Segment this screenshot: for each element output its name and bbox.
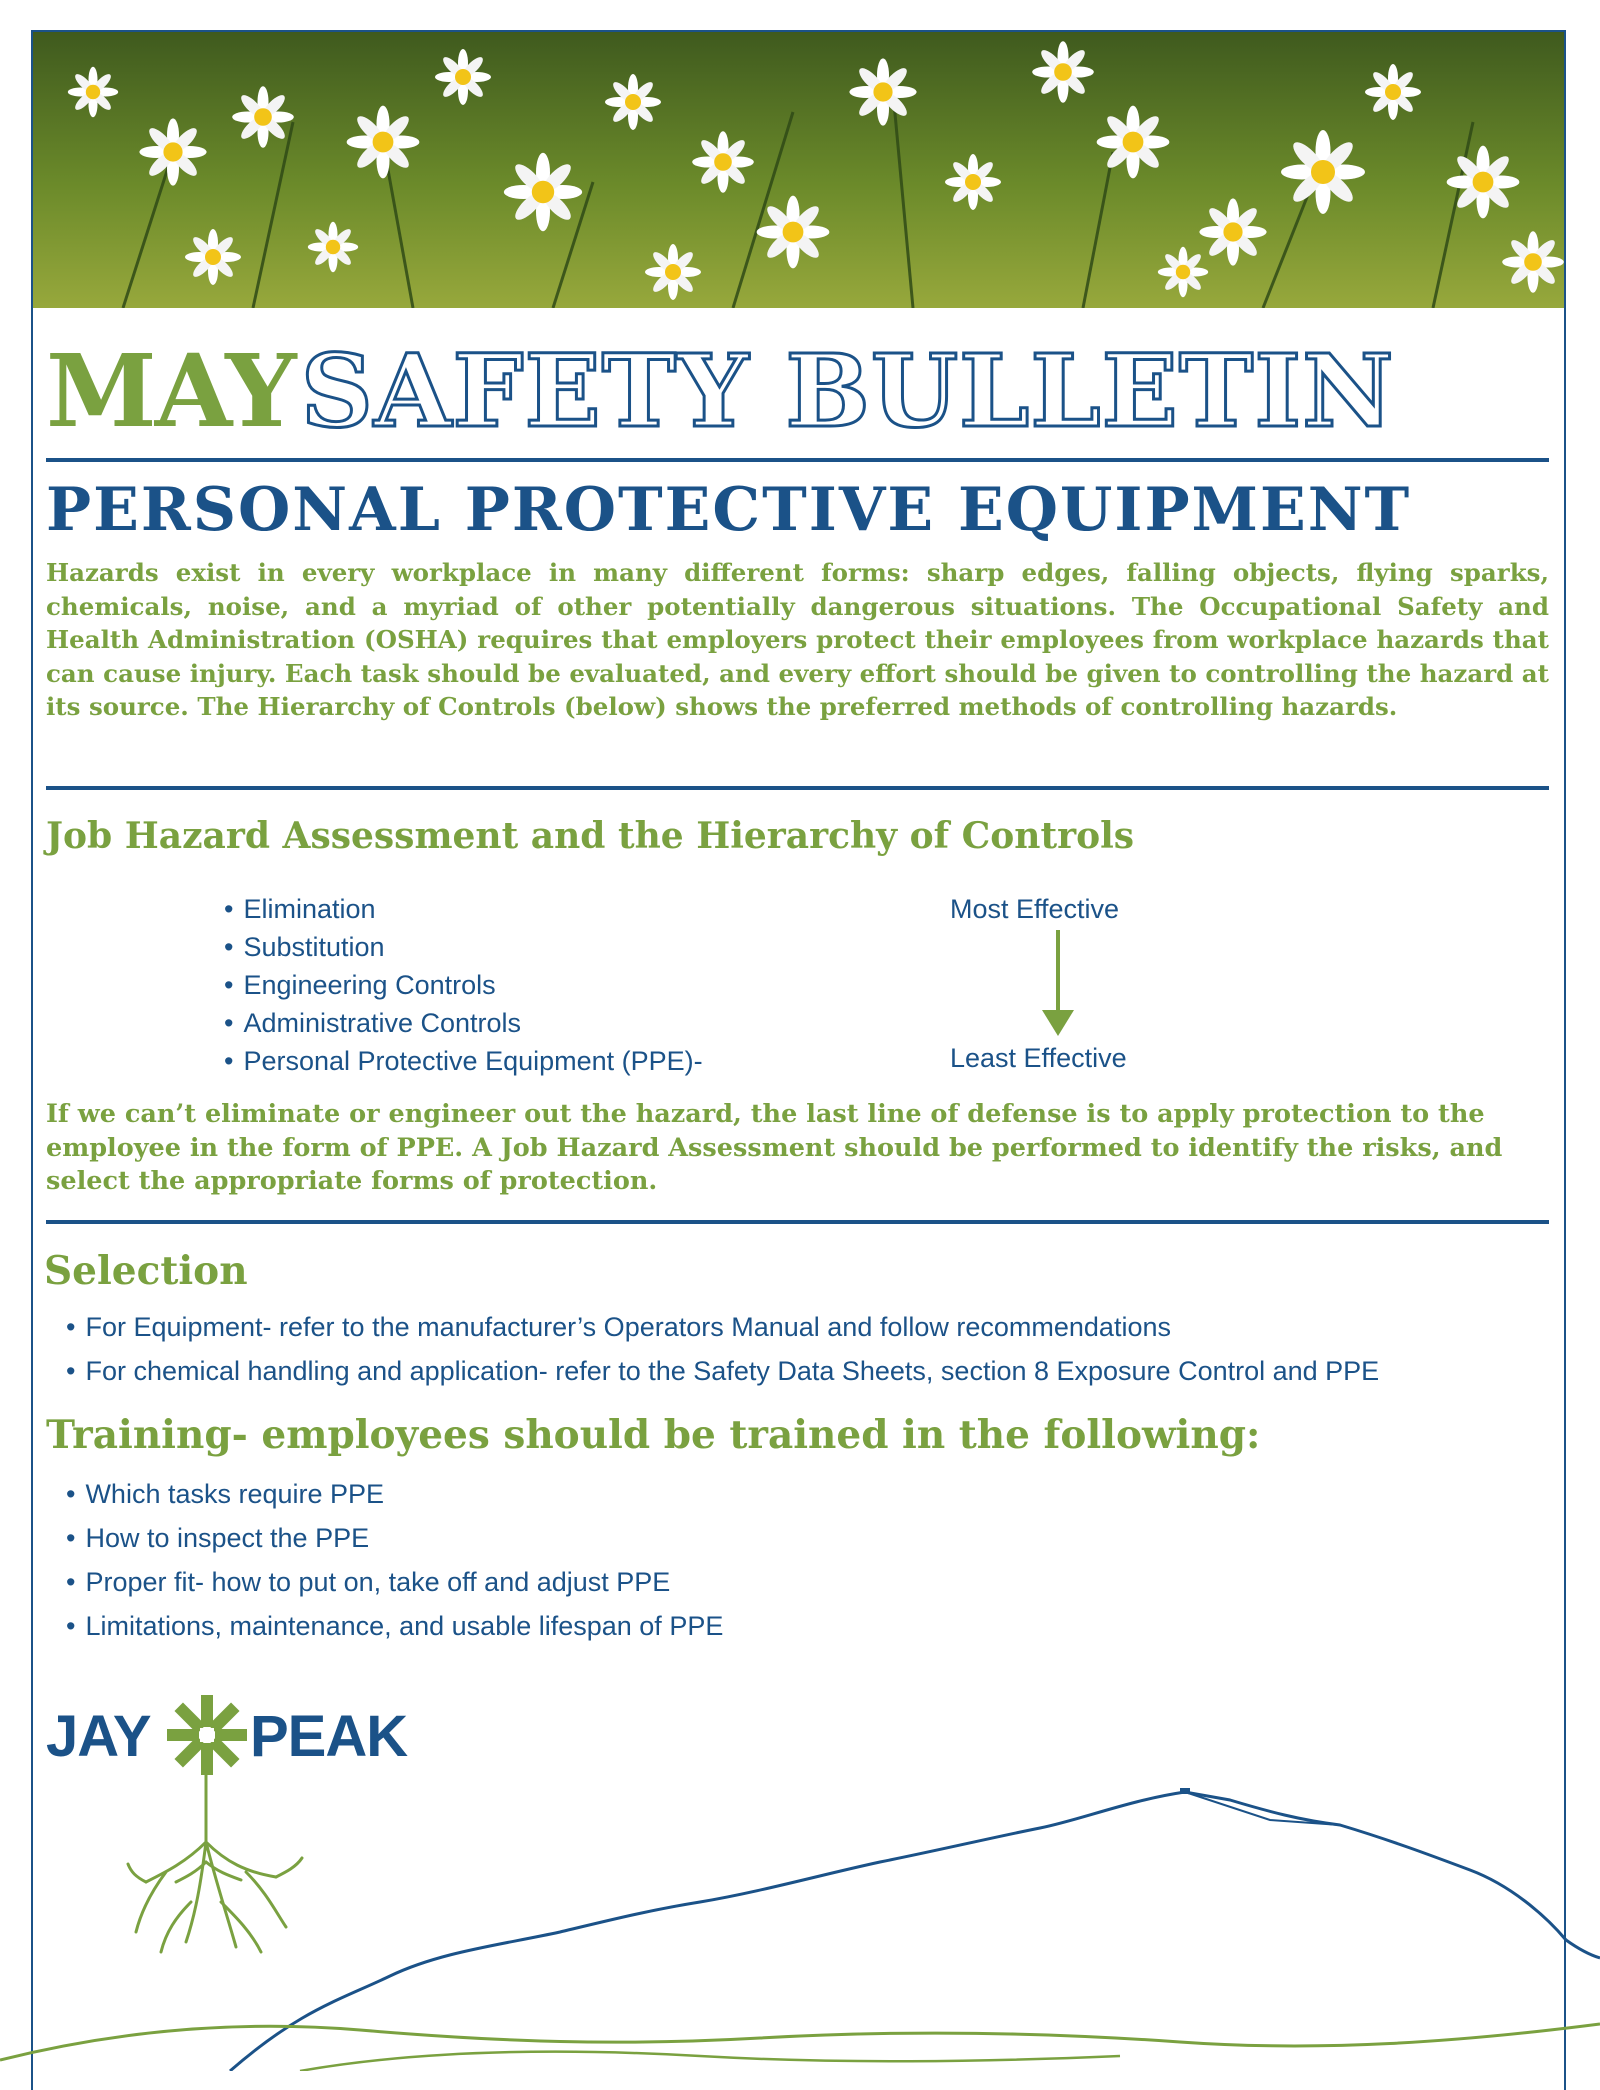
list-item: • Elimination xyxy=(224,890,703,928)
bulletin-title xyxy=(46,332,1554,450)
divider xyxy=(46,1220,1549,1224)
logo-jay-text: JAY xyxy=(46,1704,151,1769)
training-heading: Training- employees should be trained in the following: xyxy=(46,1412,1261,1458)
selection-heading: Selection xyxy=(44,1248,248,1294)
logo-peak-text: PEAK xyxy=(250,1704,408,1769)
most-effective-label: Most Effective xyxy=(950,894,1120,924)
hierarchy-list xyxy=(224,890,703,1080)
list-item: • Proper fit- how to put on, take off and adjust PPE xyxy=(66,1560,723,1604)
hierarchy-heading: Job Hazard Assessment and the Hierarchy of Controls xyxy=(46,815,1135,857)
ppe-paragraph: If we can’t eliminate or engineer out the hazard, the last line of defense is to apply protection to the employee in the form of PPE. A Job Hazard Assessment should be performed to identify the risks, and select the appropriate forms of protection. xyxy=(46,1099,1503,1196)
list-item: • For Equipment- refer to the manufacturer’s Operators Manual and follow recommendations xyxy=(66,1305,1379,1349)
list-item: • For chemical handling and application- refer to the Safety Data Sheets, section 8 Exposure Control and PPE xyxy=(66,1349,1379,1393)
list-item: • Which tasks require PPE xyxy=(66,1472,723,1516)
least-effective-label: Least Effective xyxy=(950,1043,1127,1073)
selection-list xyxy=(66,1305,1379,1393)
list-item: • Engineering Controls xyxy=(224,966,703,1004)
divider xyxy=(46,786,1549,790)
list-item: • Substitution xyxy=(224,928,703,966)
title-safety-bulletin: SAFETY BULLETIN xyxy=(300,332,1395,450)
title-month: MAY xyxy=(46,332,295,450)
list-item: • Limitations, maintenance, and usable lifespan of PPE xyxy=(66,1604,723,1648)
training-list xyxy=(66,1472,723,1648)
daisy-banner-image xyxy=(33,32,1564,308)
divider xyxy=(46,458,1549,462)
list-item: • Personal Protective Equipment (PPE)- xyxy=(224,1042,703,1080)
intro-paragraph: Hazards exist in every workplace in many different forms: sharp edges, falling objects, flying sparks, chemicals, noise, and a myriad of other potentially dangerous situations. The Occupational Safety and Health Administration (OSHA) requires that employers protect their employees from workplace hazards that can cause injury. Each task should be evaluated, and every effort should be given to controlling the hazard at its source. The Hierarchy of Controls (below) shows the preferred methods of controlling hazards. xyxy=(46,558,1549,721)
list-item: • Administrative Controls xyxy=(224,1004,703,1042)
page-heading: PERSONAL PROTECTIVE EQUIPMENT xyxy=(46,475,1412,545)
jay-peak-logo xyxy=(46,1692,446,1892)
list-item: • How to inspect the PPE xyxy=(66,1516,723,1560)
snowflake-icon xyxy=(164,1692,250,1778)
arrow-down-icon xyxy=(1038,930,1078,1038)
roots-icon xyxy=(126,1772,306,1962)
